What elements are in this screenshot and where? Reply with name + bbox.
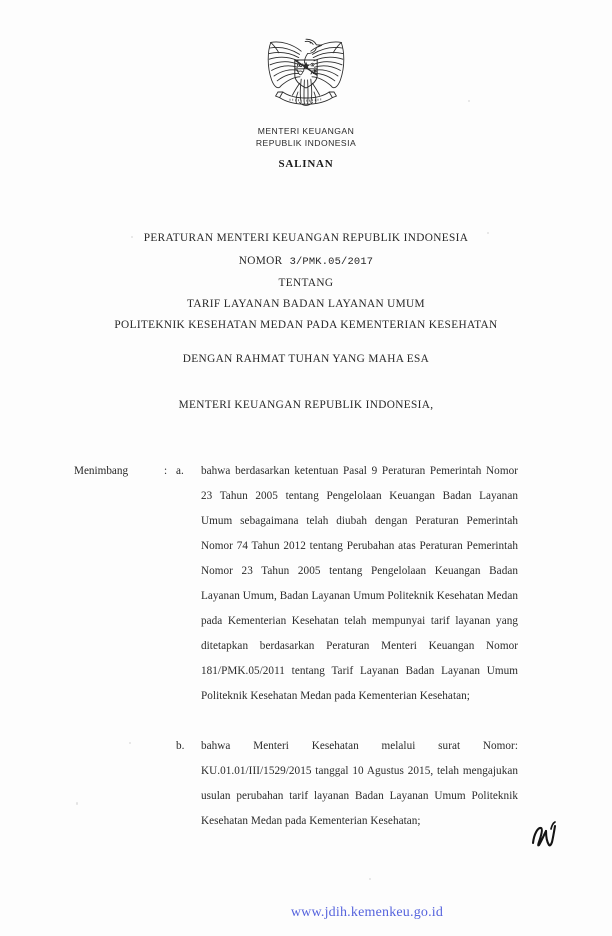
consideration-marker-b: b. — [176, 740, 185, 752]
preamble-blessing: DENGAN RAHMAT TUHAN YANG MAHA ESA — [182, 353, 430, 365]
regulation-subject-line-2: POLITEKNIK KESEHATAN MEDAN PADA KEMENTERIAN KESEHATAN — [114, 319, 498, 331]
regulation-subject-line-1: TARIF LAYANAN BADAN LAYANAN UMUM — [187, 298, 425, 310]
page-footer — [0, 903, 612, 921]
consideration-text-a: bahwa berdasarkan ketentuan Pasal 9 Peraturan Pemerintah Nomor 23 Tahun 2005 tentang Pengelolaan Keuangan Badan Layanan Umum sebagaimana telah diubah dengan Peraturan Pemerintah Nomor 74 Tahun 2012 tentang Perubahan atas Peraturan Pemerintah Nomor 23 Tahun 2005 tentang Pengelolaan Keuangan Badan Layanan Umum, Badan Layanan Umum Politeknik Kesehatan Medan pada Kementerian Kesehatan telah mempunyai tarif layanan yang ditetapkan berdasarkan Peraturan Menteri Keuangan Nomor 181/PMK.05/2011 tentang Tarif Layanan Badan Layanan Umum Politeknik Kesehatan Medan pada Kementerian Kesehatan; — [201, 465, 518, 702]
regulation-about-label: TENTANG — [278, 277, 334, 289]
considerations-label: Menimbang — [74, 465, 129, 477]
ministry-name-block — [0, 126, 612, 149]
considerations-section — [0, 459, 612, 834]
preamble-block — [0, 353, 612, 411]
ministry-line-1: MENTERI KEUANGAN — [257, 126, 355, 136]
ministry-line-2: REPUBLIK INDONESIA — [255, 137, 357, 148]
regulation-number-line — [0, 249, 612, 273]
regulation-title-line-1: PERATURAN MENTERI KEUANGAN REPUBLIK INDONESIA — [143, 232, 469, 244]
regulation-title-block — [0, 228, 612, 336]
jdih-url-link[interactable]: www.jdih.kemenkeu.go.id — [290, 905, 444, 920]
preamble-spacer — [0, 365, 612, 399]
handwritten-initial-mark — [527, 818, 561, 852]
copy-mark-salinan: SALINAN — [278, 158, 334, 170]
consideration-spacer — [176, 709, 612, 734]
considerations-items — [176, 459, 612, 834]
considerations-row — [0, 459, 612, 834]
consideration-item-a — [176, 459, 612, 709]
scan-speck — [369, 878, 371, 880]
consideration-text-b: bahwa Menteri Kesehatan melalui surat Nomor: KU.01.01/III/1529/2015 tanggal 10 Agustus 2015, telah mengajukan usulan perubahan tarif layanan Badan Layanan Umum Politeknik Kesehatan Medan pada Kementerian Kesehatan; — [201, 740, 518, 827]
considerations-colon: : — [164, 465, 168, 477]
regulation-number-value: 3/PMK.05/2017 — [289, 256, 374, 268]
letterhead — [0, 32, 612, 170]
regulation-number-label: NOMOR — [238, 255, 283, 267]
garuda-pancasila-emblem — [258, 32, 354, 120]
preamble-authority: MENTERI KEUANGAN REPUBLIK INDONESIA, — [178, 399, 434, 411]
consideration-marker-a: a. — [176, 465, 184, 477]
